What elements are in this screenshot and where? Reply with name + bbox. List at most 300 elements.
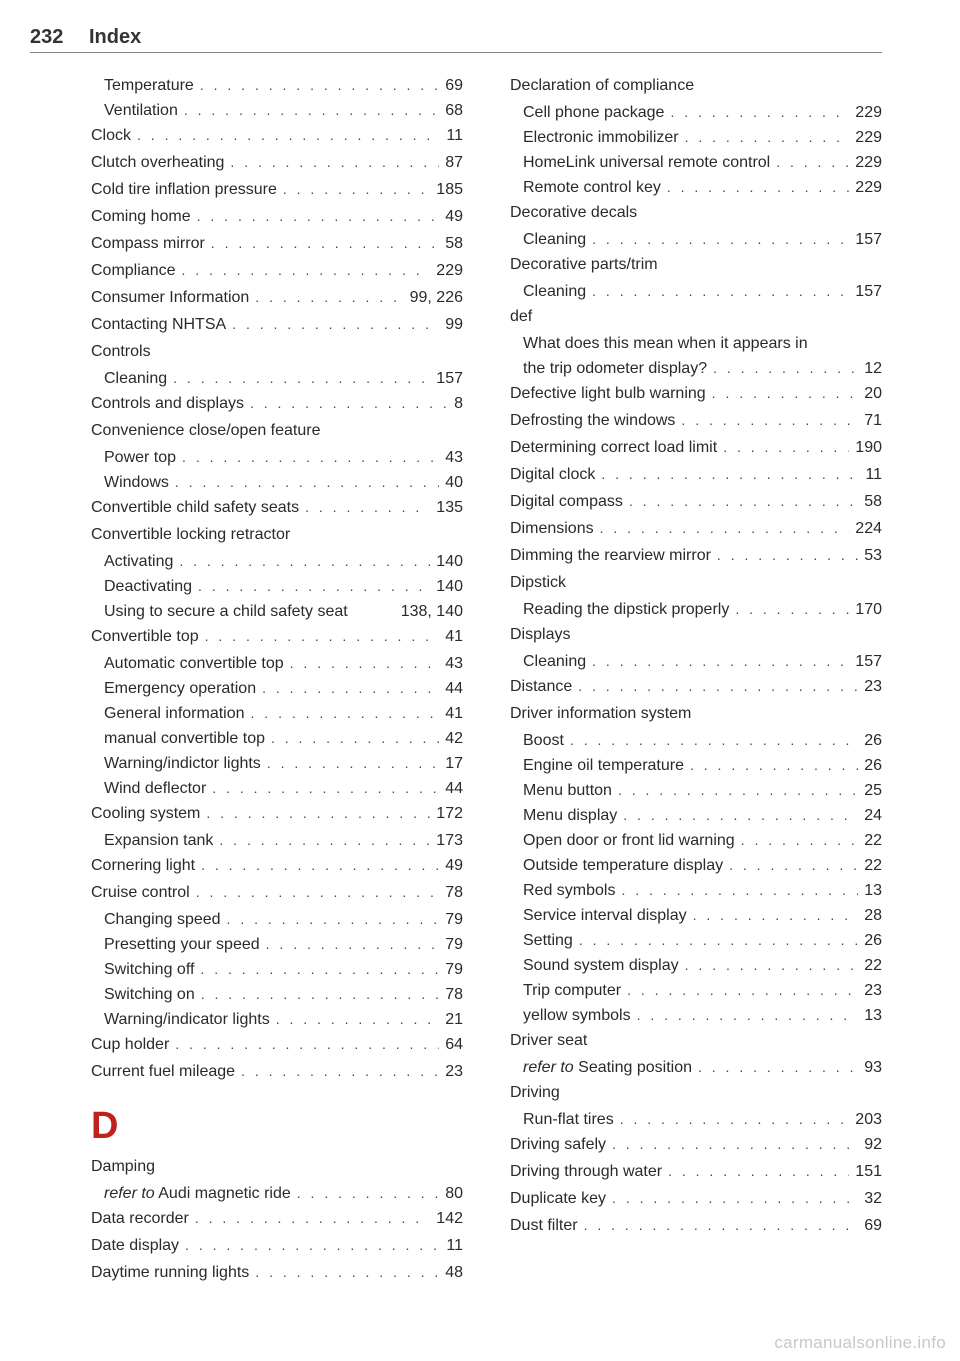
entry-term: Electronic immobilizer <box>523 129 679 146</box>
page-reference[interactable]: 11 <box>446 127 463 144</box>
page-reference[interactable]: 79 <box>445 911 463 928</box>
entry-term: Displays <box>510 626 571 643</box>
dot-leader <box>250 391 448 416</box>
entry-term: Changing speed <box>104 911 221 928</box>
page-reference[interactable]: 93 <box>864 1059 882 1076</box>
index-entry[interactable] <box>510 1186 882 1213</box>
page-reference[interactable]: 26 <box>864 757 882 774</box>
page-reference[interactable]: 138, 140 <box>400 603 463 620</box>
index-subentry[interactable] <box>91 957 463 982</box>
index-subentry[interactable] <box>510 1003 882 1028</box>
index-entry[interactable] <box>91 418 463 445</box>
entry-term: Daytime running lights <box>91 1264 250 1281</box>
dot-leader <box>137 123 440 148</box>
index-subentry[interactable] <box>510 1107 882 1132</box>
index-entry[interactable] <box>91 1206 463 1233</box>
index-subentry[interactable] <box>510 803 882 828</box>
index-entry[interactable] <box>510 622 882 649</box>
dot-leader <box>681 408 858 433</box>
page-reference[interactable]: 79 <box>445 936 463 953</box>
entry-term: Duplicate key <box>510 1190 607 1207</box>
index-entry[interactable] <box>91 1154 463 1181</box>
index-entry[interactable] <box>510 435 882 462</box>
page-reference[interactable]: 26 <box>864 932 882 949</box>
dot-leader <box>271 726 439 751</box>
page-reference[interactable]: 229 <box>855 154 882 171</box>
page-reference[interactable]: 142 <box>436 1210 463 1227</box>
entry-term: Consumer Information <box>91 289 250 306</box>
entry-term: Cleaning <box>523 231 587 248</box>
entry-term: Menu display <box>523 807 618 824</box>
entry-term: Temperature <box>104 77 194 94</box>
dot-leader <box>283 177 430 202</box>
index-entry[interactable] <box>510 252 882 279</box>
index-subentry[interactable] <box>91 599 463 624</box>
dot-leader <box>179 549 430 574</box>
entry-term: Decorative parts/trim <box>510 256 658 273</box>
index-subentry[interactable] <box>510 649 882 674</box>
page-reference[interactable]: 22 <box>864 857 882 874</box>
page-reference[interactable]: 99, 226 <box>409 289 463 306</box>
dot-leader <box>612 1132 858 1157</box>
cross-reference-target: Seating position <box>578 1059 692 1076</box>
index-subentry[interactable] <box>510 227 882 252</box>
index-subentry[interactable] <box>91 751 463 776</box>
index-entry[interactable] <box>510 304 882 331</box>
dot-leader <box>570 728 858 753</box>
index-entry[interactable] <box>91 801 463 828</box>
dot-leader <box>729 853 858 878</box>
index-subentry[interactable] <box>510 753 882 778</box>
dot-leader <box>690 753 858 778</box>
page-reference[interactable]: 140 <box>436 553 463 570</box>
page-reference[interactable]: 80 <box>445 1185 463 1202</box>
dot-leader <box>195 1206 430 1231</box>
entry-term: Outside temperature display <box>523 857 724 874</box>
index-subentry[interactable] <box>91 1181 463 1206</box>
index-entry[interactable] <box>510 1028 882 1055</box>
dot-leader <box>685 125 850 150</box>
dot-leader <box>698 1055 858 1080</box>
index-entry[interactable] <box>91 285 463 312</box>
dot-leader <box>713 356 858 381</box>
page-reference[interactable]: 229 <box>855 129 882 146</box>
page-reference[interactable]: 224 <box>855 520 882 537</box>
entry-term: Decorative decals <box>510 204 638 221</box>
entry-term: Open door or front lid warning <box>523 832 735 849</box>
index-subentry[interactable] <box>91 470 463 495</box>
entry-term: Defective light bulb warning <box>510 385 706 402</box>
entry-term: Warning/indictor lights <box>104 755 261 772</box>
page-reference[interactable]: 20 <box>864 385 882 402</box>
index-entry[interactable] <box>510 200 882 227</box>
page-reference[interactable]: 203 <box>855 1111 882 1128</box>
section-letter: D <box>91 1105 119 1147</box>
index-entry[interactable] <box>91 312 463 339</box>
index-entry[interactable] <box>91 1260 463 1287</box>
entry-term: manual convertible top <box>104 730 265 747</box>
index-entry[interactable] <box>91 258 463 285</box>
page-reference[interactable]: 43 <box>445 655 463 672</box>
dot-leader <box>267 751 439 776</box>
dot-leader <box>305 495 430 520</box>
index-subentry[interactable] <box>510 175 882 200</box>
entry-term: Data recorder <box>91 1210 189 1227</box>
entry-term: Driver information system <box>510 705 692 722</box>
dot-leader <box>667 175 849 200</box>
dot-leader <box>201 982 439 1007</box>
dot-leader <box>175 470 439 495</box>
index-subentry[interactable] <box>91 574 463 599</box>
entry-term: Compliance <box>91 262 176 279</box>
entry-term: def <box>510 308 533 325</box>
page-reference[interactable]: 68 <box>445 102 463 119</box>
page-reference[interactable]: 71 <box>864 412 882 429</box>
index-subentry[interactable] <box>91 701 463 726</box>
index-entry[interactable] <box>91 231 463 258</box>
entry-term: What does this mean when it appears in <box>523 335 808 352</box>
page-reference[interactable]: 23 <box>445 1063 463 1080</box>
index-entry[interactable] <box>91 1233 463 1260</box>
index-entry[interactable] <box>510 408 882 435</box>
page-reference[interactable]: 44 <box>445 780 463 797</box>
index-subentry[interactable] <box>91 828 463 853</box>
dot-leader <box>205 624 440 649</box>
dot-leader <box>741 828 859 853</box>
index-subentry[interactable] <box>91 549 463 574</box>
dot-leader <box>251 701 440 726</box>
dot-leader <box>637 1003 859 1028</box>
entry-term: Using to secure a child safety seat <box>104 603 348 620</box>
index-subentry[interactable] <box>91 932 463 957</box>
page-reference[interactable]: 41 <box>445 628 463 645</box>
page-reference[interactable]: 229 <box>855 179 882 196</box>
index-subentry[interactable] <box>91 445 463 470</box>
entry-term: Cleaning <box>523 283 587 300</box>
page-reference[interactable]: 49 <box>445 208 463 225</box>
page-reference[interactable]: 170 <box>855 601 882 618</box>
page-reference[interactable]: 157 <box>855 283 882 300</box>
entry-term: Trip computer <box>523 982 622 999</box>
dot-leader <box>206 801 430 826</box>
page-reference[interactable]: 69 <box>864 1217 882 1234</box>
page-reference[interactable]: 99 <box>445 316 463 333</box>
page-reference[interactable]: 79 <box>445 961 463 978</box>
page-reference[interactable]: 24 <box>864 807 882 824</box>
entry-term: Controls and displays <box>91 395 244 412</box>
dot-leader <box>627 978 858 1003</box>
index-subentry[interactable] <box>510 125 882 150</box>
index-subentry[interactable] <box>91 982 463 1007</box>
page-reference[interactable]: 157 <box>855 231 882 248</box>
entry-term: Contacting NHTSA <box>91 316 227 333</box>
index-subentry[interactable] <box>510 878 882 903</box>
index-subentry[interactable] <box>510 778 882 803</box>
dot-leader <box>592 279 849 304</box>
dot-leader <box>584 1213 859 1238</box>
index-subentry[interactable] <box>510 928 882 953</box>
dot-leader <box>211 231 439 256</box>
entry-term: Compass mirror <box>91 235 205 252</box>
dot-leader <box>185 1233 440 1258</box>
entry-term: Controls <box>91 343 151 360</box>
index-column-right <box>510 73 882 1240</box>
page-reference[interactable]: 40 <box>445 474 463 491</box>
page-reference[interactable]: 11 <box>446 1237 463 1254</box>
dot-leader <box>197 204 440 229</box>
entry-term: Digital compass <box>510 493 623 510</box>
index-subentry[interactable] <box>91 676 463 701</box>
page-title: Index <box>89 26 142 48</box>
page-reference[interactable]: 173 <box>436 832 463 849</box>
cross-reference-label: refer to <box>523 1059 574 1076</box>
index-entry[interactable] <box>510 73 882 100</box>
page-reference[interactable]: 12 <box>864 360 882 377</box>
page-header <box>30 26 882 52</box>
header-rule <box>30 52 882 53</box>
dot-leader <box>592 227 849 252</box>
index-subentry[interactable] <box>510 953 882 978</box>
dot-leader <box>262 676 439 701</box>
cross-reference-target: Audi magnetic ride <box>158 1185 291 1202</box>
index-subentry[interactable] <box>91 73 463 98</box>
page-reference[interactable]: 41 <box>445 705 463 722</box>
cross-reference-label: refer to <box>104 1185 155 1202</box>
index-subentry[interactable] <box>510 279 882 304</box>
entry-term: Sound system display <box>523 957 679 974</box>
dot-leader <box>201 853 439 878</box>
index-entry[interactable] <box>91 624 463 651</box>
entry-term: Dipstick <box>510 574 567 591</box>
dot-leader <box>776 150 849 175</box>
index-subentry[interactable] <box>510 331 882 356</box>
index-entry[interactable] <box>510 1213 882 1240</box>
dot-leader <box>670 100 849 125</box>
index-subentry[interactable] <box>510 356 882 381</box>
entry-term: Setting <box>523 932 573 949</box>
index-entry[interactable] <box>91 495 463 522</box>
entry-term: Cruise control <box>91 884 190 901</box>
page-reference[interactable]: 229 <box>436 262 463 279</box>
entry-term: Reading the dipstick properly <box>523 601 730 618</box>
page-reference[interactable]: 13 <box>864 1007 882 1024</box>
index-subentry[interactable] <box>510 728 882 753</box>
index-entry[interactable] <box>91 391 463 418</box>
entry-term: Convertible top <box>91 628 199 645</box>
dot-leader <box>196 880 440 905</box>
index-entry[interactable] <box>510 674 882 701</box>
page-reference[interactable]: 43 <box>445 449 463 466</box>
entry-term: HomeLink universal remote control <box>523 154 771 171</box>
entry-term: Coming home <box>91 208 191 225</box>
entry-term: Wind deflector <box>104 780 207 797</box>
page-reference[interactable]: 26 <box>864 732 882 749</box>
index-subentry[interactable] <box>510 597 882 622</box>
entry-term: Ventilation <box>104 102 178 119</box>
dot-leader <box>618 778 858 803</box>
dot-leader <box>241 1059 439 1084</box>
entry-term: Activating <box>104 553 174 570</box>
entry-term: Switching on <box>104 986 195 1003</box>
index-entry[interactable] <box>510 489 882 516</box>
page-reference[interactable]: 28 <box>864 907 882 924</box>
page-reference[interactable]: 49 <box>445 857 463 874</box>
index-subentry[interactable] <box>91 726 463 751</box>
page-reference[interactable]: 8 <box>454 395 463 412</box>
index-subentry[interactable] <box>510 100 882 125</box>
page-reference[interactable]: 172 <box>436 805 463 822</box>
index-column-left <box>91 73 463 1287</box>
dot-leader <box>712 381 859 406</box>
entry-term: the trip odometer display? <box>523 360 708 377</box>
entry-term: Cold tire inflation pressure <box>91 181 277 198</box>
entry-term: Boost <box>523 732 564 749</box>
entry-term: Service interval display <box>523 907 687 924</box>
entry-term: Cooling system <box>91 805 201 822</box>
entry-term: Warning/indicator lights <box>104 1011 270 1028</box>
entry-term: Deactivating <box>104 578 193 595</box>
index-subentry[interactable] <box>510 853 882 878</box>
entry-term <box>104 1181 291 1206</box>
index-entry[interactable] <box>91 1059 463 1086</box>
index-subentry[interactable] <box>91 366 463 391</box>
index-entry[interactable] <box>510 381 882 408</box>
page-reference[interactable]: 190 <box>855 439 882 456</box>
page-reference[interactable]: 92 <box>864 1136 882 1153</box>
page-reference[interactable]: 78 <box>445 986 463 1003</box>
index-entry[interactable] <box>510 1132 882 1159</box>
entry-term: Red symbols <box>523 882 616 899</box>
page-reference[interactable]: 53 <box>864 547 882 564</box>
page-reference[interactable]: 11 <box>865 466 882 483</box>
page-reference[interactable]: 58 <box>445 235 463 252</box>
index-entry[interactable] <box>510 1159 882 1186</box>
page-reference[interactable]: 58 <box>864 493 882 510</box>
index-entry[interactable] <box>510 701 882 728</box>
dot-leader <box>668 1159 849 1184</box>
dot-leader <box>184 98 439 123</box>
entry-term: Switching off <box>104 961 195 978</box>
index-entry[interactable] <box>91 123 463 150</box>
index-subentry[interactable] <box>510 978 882 1003</box>
dot-leader <box>182 445 439 470</box>
page-reference[interactable]: 69 <box>445 77 463 94</box>
index-entry[interactable] <box>510 570 882 597</box>
dot-leader <box>181 258 430 283</box>
dot-leader <box>175 1032 439 1057</box>
index-subentry[interactable] <box>91 1007 463 1032</box>
page-reference[interactable]: 157 <box>855 653 882 670</box>
page-reference[interactable]: 185 <box>436 181 463 198</box>
index-entry[interactable] <box>91 1032 463 1059</box>
page-reference[interactable]: 42 <box>445 730 463 747</box>
page-reference[interactable]: 87 <box>445 154 463 171</box>
page-reference[interactable]: 157 <box>436 370 463 387</box>
page-reference[interactable]: 140 <box>436 578 463 595</box>
index-entry[interactable] <box>91 204 463 231</box>
entry-term: General information <box>104 705 245 722</box>
dot-leader <box>200 73 439 98</box>
page-number: 232 <box>30 26 64 48</box>
index-entry[interactable] <box>91 853 463 880</box>
index-subentry[interactable] <box>510 903 882 928</box>
dot-leader <box>276 1007 440 1032</box>
page-reference[interactable]: 22 <box>864 832 882 849</box>
page-reference[interactable]: 135 <box>436 499 463 516</box>
entry-term: Current fuel mileage <box>91 1063 236 1080</box>
index-subentry[interactable] <box>91 776 463 801</box>
dot-leader <box>600 516 850 541</box>
entry-term: Expansion tank <box>104 832 214 849</box>
entry-term: Driving through water <box>510 1163 663 1180</box>
page-reference[interactable]: 21 <box>445 1011 463 1028</box>
entry-term: Convertible locking retractor <box>91 526 291 543</box>
page-reference[interactable]: 23 <box>864 678 882 695</box>
page-reference[interactable]: 151 <box>855 1163 882 1180</box>
index-entry[interactable] <box>510 516 882 543</box>
index-entry[interactable] <box>91 522 463 549</box>
index-entry[interactable] <box>91 339 463 366</box>
entry-term: Damping <box>91 1158 156 1175</box>
entry-term: Remote control key <box>523 179 661 196</box>
entry-term: Engine oil temperature <box>523 757 684 774</box>
index-entry[interactable] <box>510 543 882 570</box>
dot-leader <box>620 1107 850 1132</box>
page-reference[interactable]: 23 <box>864 982 882 999</box>
index-entry[interactable] <box>510 1080 882 1107</box>
dot-leader <box>255 285 403 310</box>
index-subentry[interactable] <box>510 1055 882 1080</box>
page-reference[interactable]: 25 <box>864 782 882 799</box>
page-reference[interactable]: 13 <box>864 882 882 899</box>
entry-term: Clock <box>91 127 132 144</box>
entry-term: Power top <box>104 449 177 466</box>
index-subentry[interactable] <box>91 907 463 932</box>
entry-term: Emergency operation <box>104 680 257 697</box>
watermark: carmanualsonline.info <box>774 1333 946 1352</box>
dot-leader <box>232 312 439 337</box>
entry-term: Cleaning <box>523 653 587 670</box>
dot-leader <box>200 957 439 982</box>
entry-term: Driving safely <box>510 1136 607 1153</box>
page-reference[interactable]: 32 <box>864 1190 882 1207</box>
entry-term: Driving <box>510 1084 560 1101</box>
page-reference[interactable]: 17 <box>445 755 463 772</box>
index-subentry[interactable] <box>510 828 882 853</box>
entry-term: Presetting your speed <box>104 936 260 953</box>
page-reference[interactable]: 78 <box>445 884 463 901</box>
page-reference[interactable]: 44 <box>445 680 463 697</box>
index-entry[interactable] <box>91 177 463 204</box>
page-reference[interactable]: 229 <box>855 104 882 121</box>
index-subentry[interactable] <box>510 150 882 175</box>
entry-term <box>523 1055 692 1080</box>
index-subentry[interactable] <box>91 651 463 676</box>
dot-leader <box>612 1186 858 1211</box>
entry-term: Cup holder <box>91 1036 170 1053</box>
index-subentry[interactable] <box>91 98 463 123</box>
dot-leader <box>219 828 430 853</box>
dot-leader <box>198 574 430 599</box>
index-entry[interactable] <box>91 150 463 177</box>
entry-term: Windows <box>104 474 169 491</box>
index-entry[interactable] <box>91 880 463 907</box>
page-reference[interactable]: 48 <box>445 1264 463 1281</box>
dot-leader <box>623 803 858 828</box>
index-entry[interactable] <box>510 462 882 489</box>
page-reference[interactable]: 64 <box>445 1036 463 1053</box>
page-reference[interactable]: 22 <box>864 957 882 974</box>
